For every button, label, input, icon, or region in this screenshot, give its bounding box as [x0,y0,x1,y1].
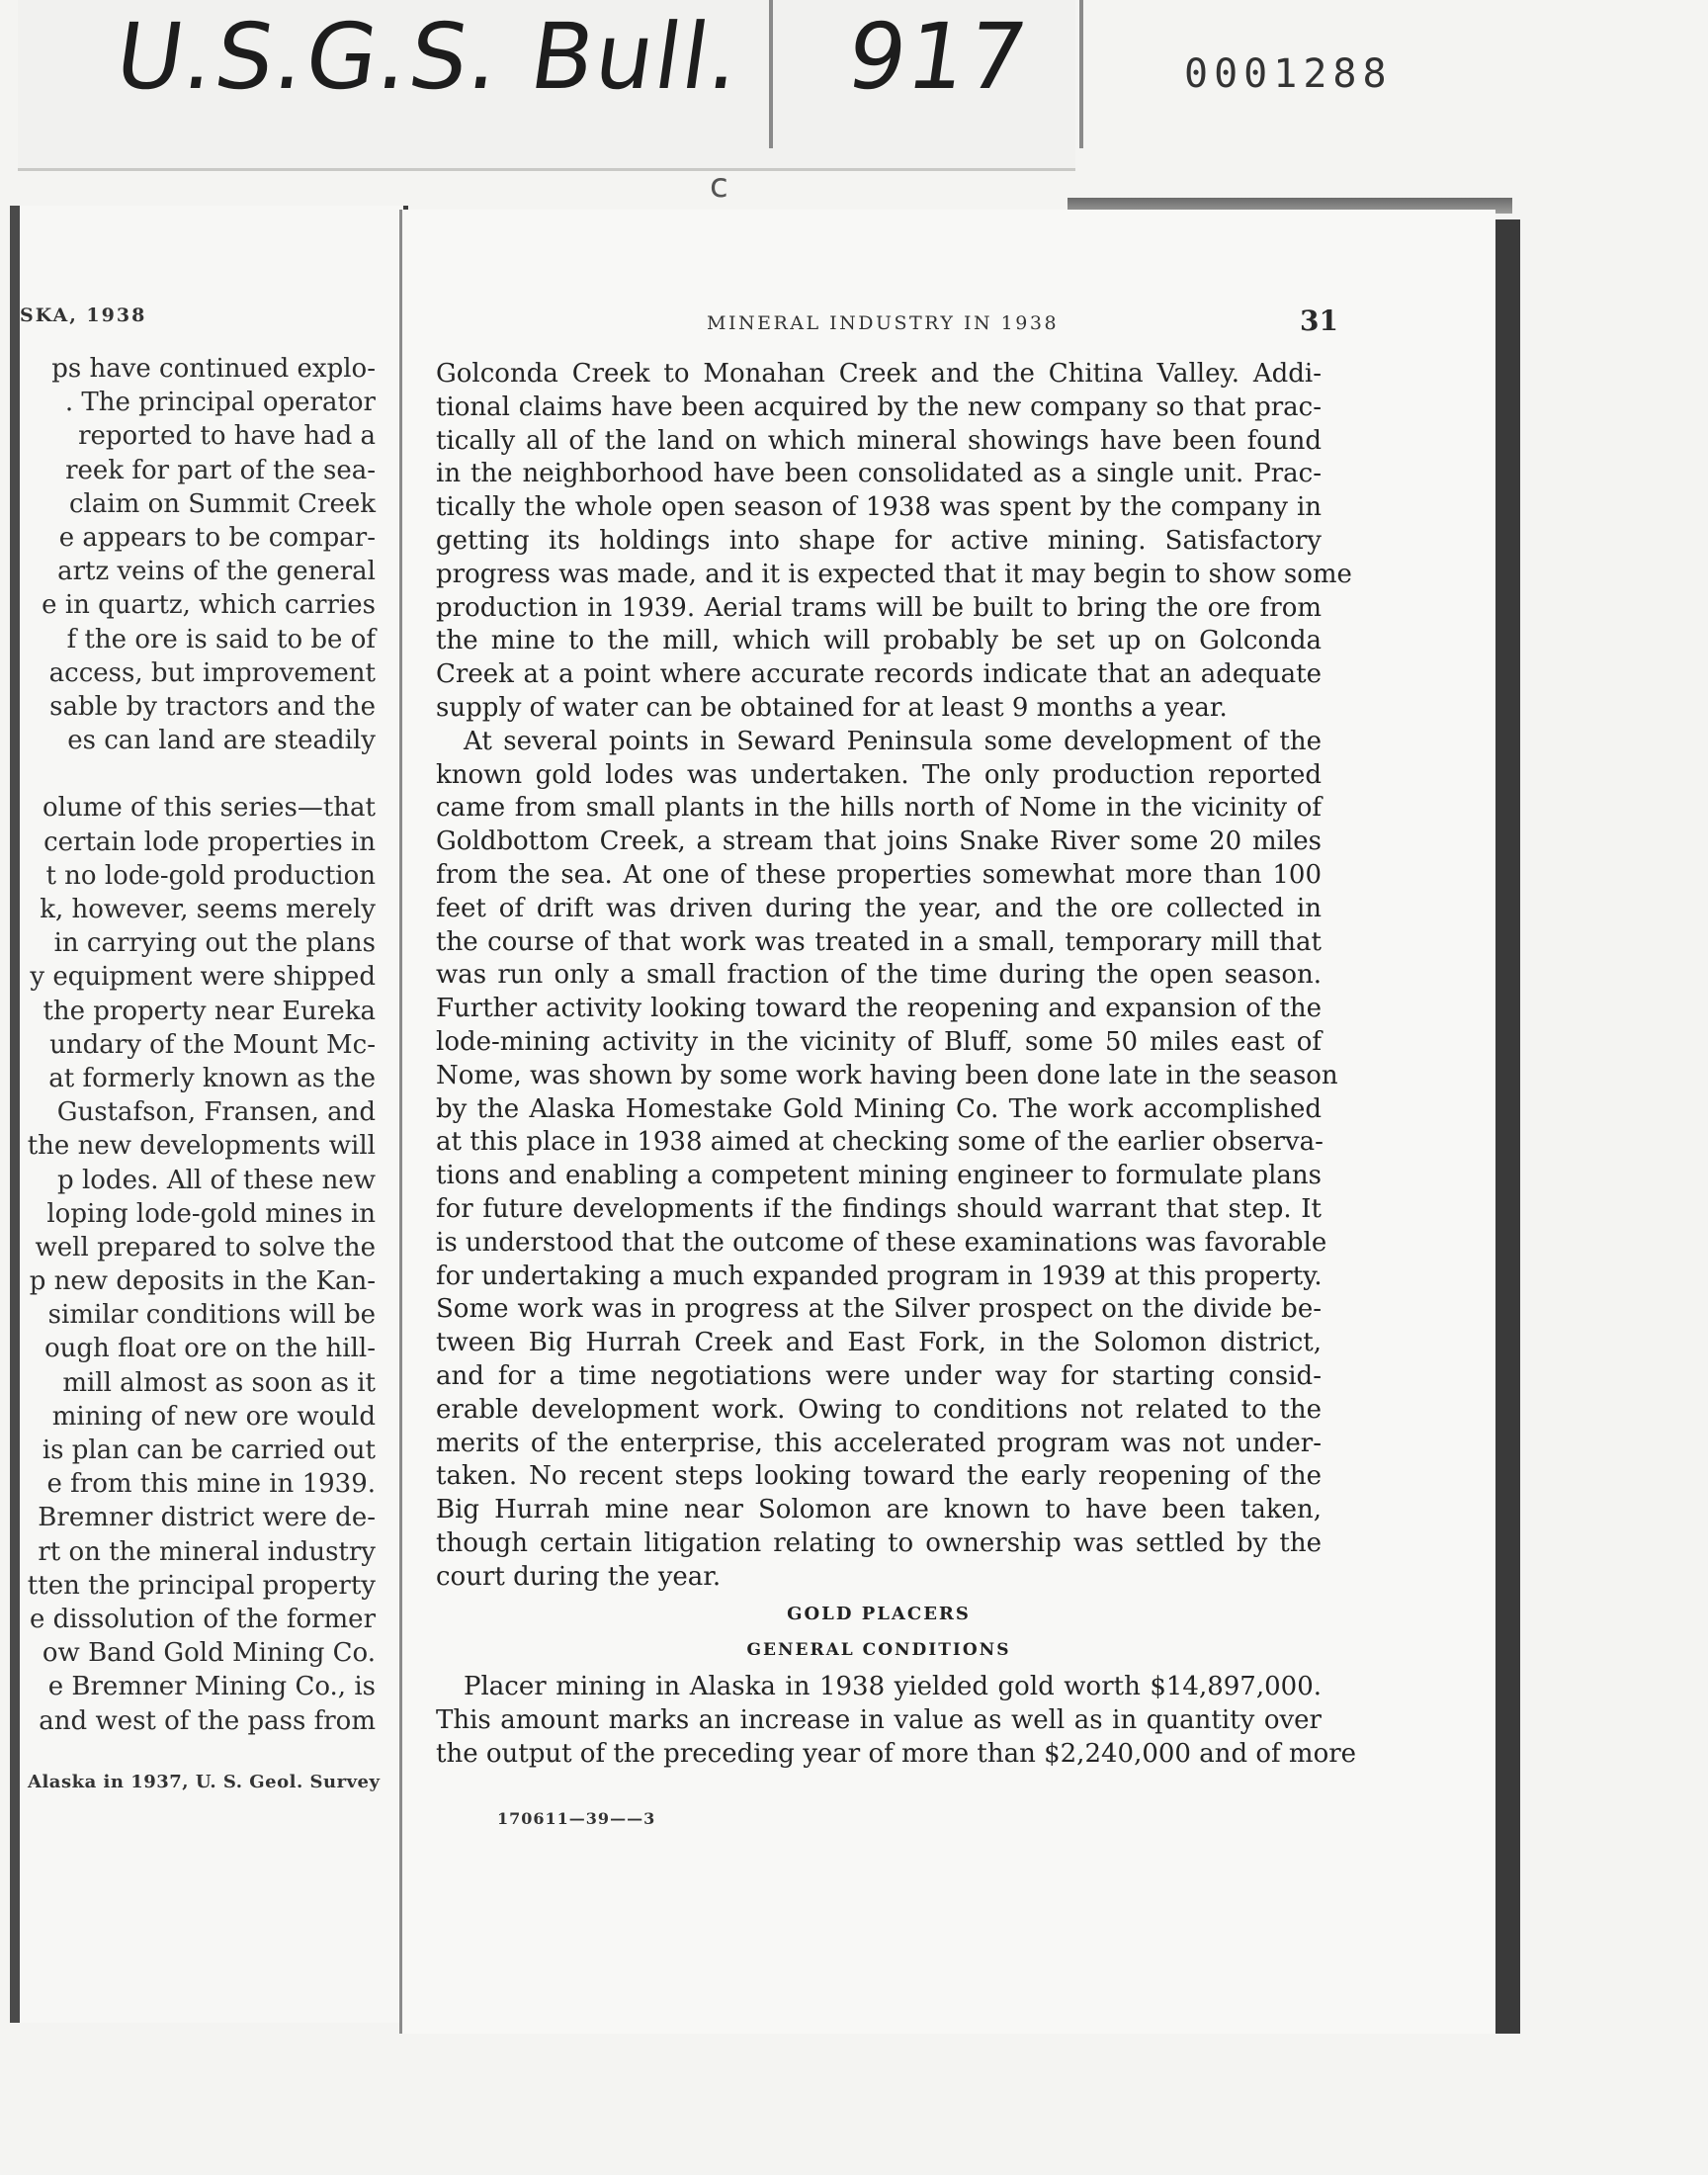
text-line: reported to have had a [78,421,376,452]
paragraph [436,1671,1357,1771]
text-line: similar conditions will be [47,1300,376,1331]
text-line: the mine to the mill, which will probably be set up on Golconda [436,626,1322,656]
page-number: 31 [1300,304,1338,337]
text-line: e from this mine in 1939. [46,1469,376,1500]
subsection-heading: GENERAL CONDITIONS [746,1640,1011,1661]
text-line: for undertaking a much expanded program in 1939 at this property. [436,1261,1323,1291]
text-line: progress was made, and it is expected that it may begin to show some [436,559,1352,589]
text-line: production in 1939. Aerial trams will be built to bring the ore from [436,592,1322,623]
text-line: the property near Eureka [43,996,376,1026]
left-running-head: SKA, 1938 [20,304,147,326]
handwritten-number: 917 [840,4,1036,110]
pencil-mark: c [710,166,728,206]
text-line: the output of the preceding year of more than $2,240,000 and of more [436,1739,1357,1770]
text-line: tions and enabling a competent mining engineer to formulate plans [436,1161,1322,1191]
text-line: at this place in 1938 aimed at checking some of the earlier observa- [436,1127,1324,1158]
handwritten-title: U.S.G.S. Bull. [109,4,748,110]
text-line: sable by tractors and the [49,691,376,722]
text-line: known gold lodes was undertaken. The only production reported [436,759,1322,790]
text-line: tically all of the land on which mineral showings have been found [436,425,1322,456]
text-line: feet of drift was driven during the year, and the ore collected in [436,893,1322,923]
text-line: At several points in Seward Peninsula some development of the [464,726,1322,756]
text-line: undary of the Mount Mc- [49,1029,376,1060]
text-line: supply of water can be obtained for at least 9 months a year. [436,692,1228,723]
text-line: tten the principal property [27,1570,376,1601]
text-line: e in quartz, which carries [42,590,376,621]
text-line: Gustafson, Fransen, and [56,1097,376,1128]
text-line: came from small plants in the hills north of Nome in the vicinity of [436,793,1322,824]
text-line: loping lode-gold mines in [46,1198,376,1229]
text-line: by the Alaska Homestake Gold Mining Co. The work accomplished [436,1093,1322,1124]
left-page-text [10,352,376,1738]
text-line: the new developments will [27,1131,376,1162]
text-line: and for a time negotiations were under way for starting consid- [436,1360,1322,1391]
text-line: court during the year. [436,1561,722,1592]
text-line: p new deposits in the Kan- [29,1266,376,1297]
text-line: ow Band Gold Mining Co. [42,1638,376,1669]
text-line: . The principal operator [64,388,376,418]
text-line: well prepared to solve the [35,1232,376,1262]
text-line: merits of the enterprise, this accelerated program was not under- [436,1428,1322,1458]
text-line: getting its holdings into shape for active mining. Satisfactory [436,525,1322,556]
text-line: e Bremner Mining Co., is [47,1672,376,1702]
text-line: y equipment were shipped [30,962,376,993]
text-line: olume of this series—that [42,793,376,824]
text-line: es can land are steadily [67,726,376,756]
left-footnote: Alaska in 1937, U. S. Geol. Survey [28,1772,381,1792]
text-line: Creek at a point where accurate records indicate that an adequate [436,659,1322,690]
text-line: claim on Summit Creek [68,488,376,519]
text-line: ps have continued explo- [51,354,376,384]
text-line: mill almost as soon as it [62,1367,376,1398]
paragraph [436,726,1338,1595]
text-line: in carrying out the plans [53,928,376,959]
text-line: in the neighborhood have been consolidated as a single unit. Prac- [436,459,1322,489]
text-line: Bremner district were de- [38,1503,376,1533]
running-head: MINERAL INDUSTRY IN 1938 [707,312,1060,334]
text-line: e dissolution of the former [30,1604,376,1634]
section-heading: GOLD PLACERS [787,1604,971,1625]
text-line: f the ore is said to be of [66,624,376,654]
text-line: taken. No recent steps looking toward the early reopening of the [436,1461,1322,1492]
text-line: ough float ore on the hill- [44,1334,376,1364]
page-body [436,358,1357,1772]
text-line: p lodes. All of these new [57,1165,376,1195]
text-line: Further activity looking toward the reopening and expansion of the [436,994,1322,1024]
text-line: and west of the pass from [39,1705,376,1736]
text-line: tically the whole open season of 1938 was spent by the company in [436,492,1322,523]
text-line: k, however, seems merely [40,895,376,924]
stamp-number: 0001288 [1184,51,1393,97]
text-line: Some work was in progress at the Silver prospect on the divide be- [436,1294,1322,1325]
text-line: tween Big Hurrah Creek and East Fork, in the Solomon district, [436,1328,1322,1358]
text-line: e appears to be compar- [58,522,376,553]
left-page [10,206,408,2023]
text-line: at formerly known as the [48,1063,376,1093]
text-line: access, but improvement [48,657,376,688]
text-line: t no lode-gold production [45,860,376,891]
text-line: Nome, was shown by some work having been done late in the season [436,1060,1338,1090]
text-line: is understood that the outcome of these examinations was favorable [436,1227,1327,1258]
text-line: rt on the mineral industry [38,1536,376,1567]
text-line: for future developments if the findings should warrant that step. It [436,1193,1322,1224]
text-line: is plan can be carried out [42,1436,376,1465]
page-edge-shadow [1493,219,1520,2034]
text-line: reek for part of the sea- [65,455,376,485]
text-line: erable development work. Owing to conditions not related to the [436,1394,1322,1425]
text-line: certain lode properties in [43,826,376,857]
label-divider [769,0,773,148]
label-strip [18,0,1075,171]
text-line: though certain litigation relating to ownership was settled by the [436,1527,1322,1558]
text-line: Goldbottom Creek, a stream that joins Snake River some 20 miles [436,826,1322,857]
text-line: from the sea. At one of these properties somewhat more than 100 [436,859,1322,890]
text-line: Placer mining in Alaska in 1938 yielded gold worth $14,897,000. [464,1672,1322,1702]
text-line: Big Hurrah mine near Solomon are known to have been taken, [436,1495,1322,1525]
text-line: lode-mining activity in the vicinity of Bluff, some 50 miles east of [436,1026,1322,1057]
right-page [399,210,1495,2034]
text-line: was run only a small fraction of the time during the open season. [436,960,1322,991]
text-line: artz veins of the general [57,557,376,587]
text-line: the course of that work was treated in a small, temporary mill that [436,926,1322,957]
label-divider [1079,0,1083,148]
text-line [10,757,376,791]
signature-mark: 170611—39——3 [497,1809,656,1828]
text-line: mining of new ore would [51,1401,376,1432]
paragraph [436,358,1352,726]
text-line: Golconda Creek to Monahan Creek and the Chitina Valley. Addi- [436,359,1322,389]
text-line: This amount marks an increase in value as well as in quantity over [436,1705,1322,1736]
text-line: tional claims have been acquired by the new company so that prac- [436,392,1322,422]
